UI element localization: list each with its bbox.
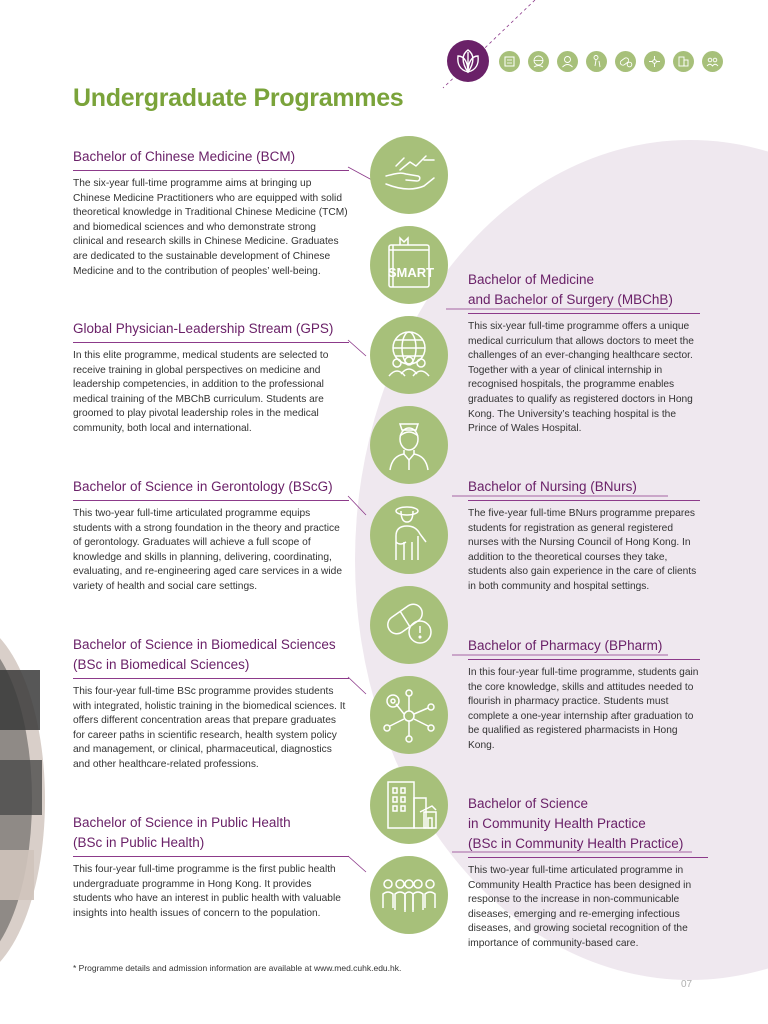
programme-community-health-practice (468, 794, 708, 952)
programme-title: Global Physician-Leadership Stream (GPS) (73, 321, 334, 336)
programme-title: Bachelor of Chinese Medicine (BCM) (73, 149, 296, 164)
programme-title-line2: and Bachelor of Surgery (MBChB) (468, 292, 673, 307)
elderly-icon[interactable] (586, 51, 607, 72)
photo-fragment (0, 620, 45, 980)
programme-title-line1: Bachelor of Science in Biomedical Sciences (73, 637, 336, 652)
nurse-icon[interactable] (557, 51, 578, 72)
smart-label: SMART (387, 265, 435, 280)
title-rule (73, 170, 349, 171)
programme-title: Bachelor of Nursing (BNurs) (468, 479, 637, 494)
programme-gps (73, 319, 349, 437)
pills-icon[interactable] (615, 51, 636, 72)
programme-description: This four-year full-time BSc programme provides students with integrated, holistic training in the biomedical sciences. It offers different concentration areas that prepare graduates for career paths in scientific research, health system policy and management, or clinical, pharmaceutical, diagnostics and other healthcare-related professions. (73, 686, 346, 770)
smart-book-icon (370, 226, 448, 304)
molecule-icon[interactable] (644, 51, 665, 72)
programme-bscg (73, 477, 349, 595)
programme-title-line1: Bachelor of Science (468, 796, 589, 811)
leaf-emblem-icon[interactable] (447, 40, 489, 82)
title-rule (468, 313, 700, 314)
title-rule (73, 678, 349, 679)
pills-icon (370, 586, 448, 664)
title-rule (73, 856, 349, 857)
programme-biomedical-sciences (73, 635, 349, 773)
page-number: 07 (681, 979, 693, 990)
title-rule (73, 500, 349, 501)
buildings-icon (370, 766, 448, 844)
programme-public-health (73, 813, 349, 921)
people-group-icon (370, 856, 448, 934)
title-rule (468, 659, 700, 660)
programme-bpharm (468, 636, 700, 754)
programme-title-line3: (BSc in Community Health Practice) (468, 836, 684, 851)
programme-title-line2: (BSc in Biomedical Sciences) (73, 657, 250, 672)
programme-description: In this elite programme, medical students are selected to receive training in global perspectives on medicine and leadership competencies, in addition to the professional medical training of the MBChB curriculum. Students are groomed to play pivotal leadership roles in the medical community, both local and international. (73, 350, 329, 434)
title-rule (468, 857, 708, 858)
programme-title-line2: (BSc in Public Health) (73, 835, 205, 850)
programme-title-line1: Bachelor of Science in Public Health (73, 815, 291, 830)
people-icon[interactable] (702, 51, 723, 72)
programme-description: This two-year full-time articulated programme in Community Health Practice has been designed in response to the increase in non-communicable diseases, emerging and re-emerging infectious diseases, and growing societal recognition of the importance of community-based care. (468, 865, 692, 949)
buildings-icon[interactable] (673, 51, 694, 72)
programme-title-line1: Bachelor of Medicine (468, 272, 595, 287)
title-rule (73, 342, 349, 343)
globe-people-icon (370, 316, 448, 394)
nurse-icon (370, 406, 448, 484)
programme-description: This two-year full-time articulated programme equips students with a strong foundation in the theory and practice of gerontology. Graduates will achieve a full scope of knowledge and skills in planning, delivering, coordinating, evaluating, and re-engineering aged care services in a wide variety of health and social care settings. (73, 508, 343, 592)
molecule-network-icon (370, 676, 448, 754)
footnote: * Programme details and admission information are available at www.med.cuhk.edu.hk. (73, 963, 402, 973)
programme-bcm (73, 147, 349, 279)
programme-description: In this four-year full-time programme, students gain the core knowledge, skills and attitudes needed to flourish in pharmacy practice. Students must complete a one-year internship after graduation to be qualified as registered pharmacists in Hong Kong. (468, 667, 699, 751)
globe-people-icon[interactable] (528, 51, 549, 72)
title-rule (468, 500, 700, 501)
page-title: Undergraduate Programmes (73, 84, 404, 112)
programme-title: Bachelor of Science in Gerontology (BScG) (73, 479, 333, 494)
programme-mbchb (468, 270, 700, 437)
elderly-cane-icon (370, 496, 448, 574)
programme-description: The six-year full-time programme aims at bringing up Chinese Medicine Practitioners who are equipped with solid theoretical knowledge in Traditional Chinese Medicine (TCM) and biomedical sciences and who demonstrate strong clinical and research skills in Chinese Medicine. Graduates are dedicated to the sustainable development of Chinese Medicine and to the contribution of peoples’ well-being. (73, 178, 348, 277)
hand-pulse-icon (370, 136, 448, 214)
programme-bnurs (468, 477, 700, 595)
programme-title-line2: in Community Health Practice (468, 816, 646, 831)
smart-book-icon[interactable] (499, 51, 520, 72)
programme-description: This four-year full-time programme is the first public health undergraduate programme in Hong Kong. It provides students who have an interest in public health with valuable insights into health issues of concern to the population. (73, 864, 341, 919)
programme-description: This six-year full-time programme offers a unique medical curriculum that allows doctors to meet the challenges of an ever-changing healthcare sector. Together with a year of clinical internship in recognised hospitals, the programme enables graduates to qualify as registered doctors in Hong Kong. The University’s teaching hospital is the Prince of Wales Hospital. (468, 321, 694, 435)
programme-title: Bachelor of Pharmacy (BPharm) (468, 638, 663, 653)
programme-description: The five-year full-time BNurs programme prepares students for registration as general registered nurses with the Nursing Council of Hong Kong. In addition to the theoretical courses they take, students also gain experience in the care of clients in both community and hospital settings. (468, 508, 697, 592)
